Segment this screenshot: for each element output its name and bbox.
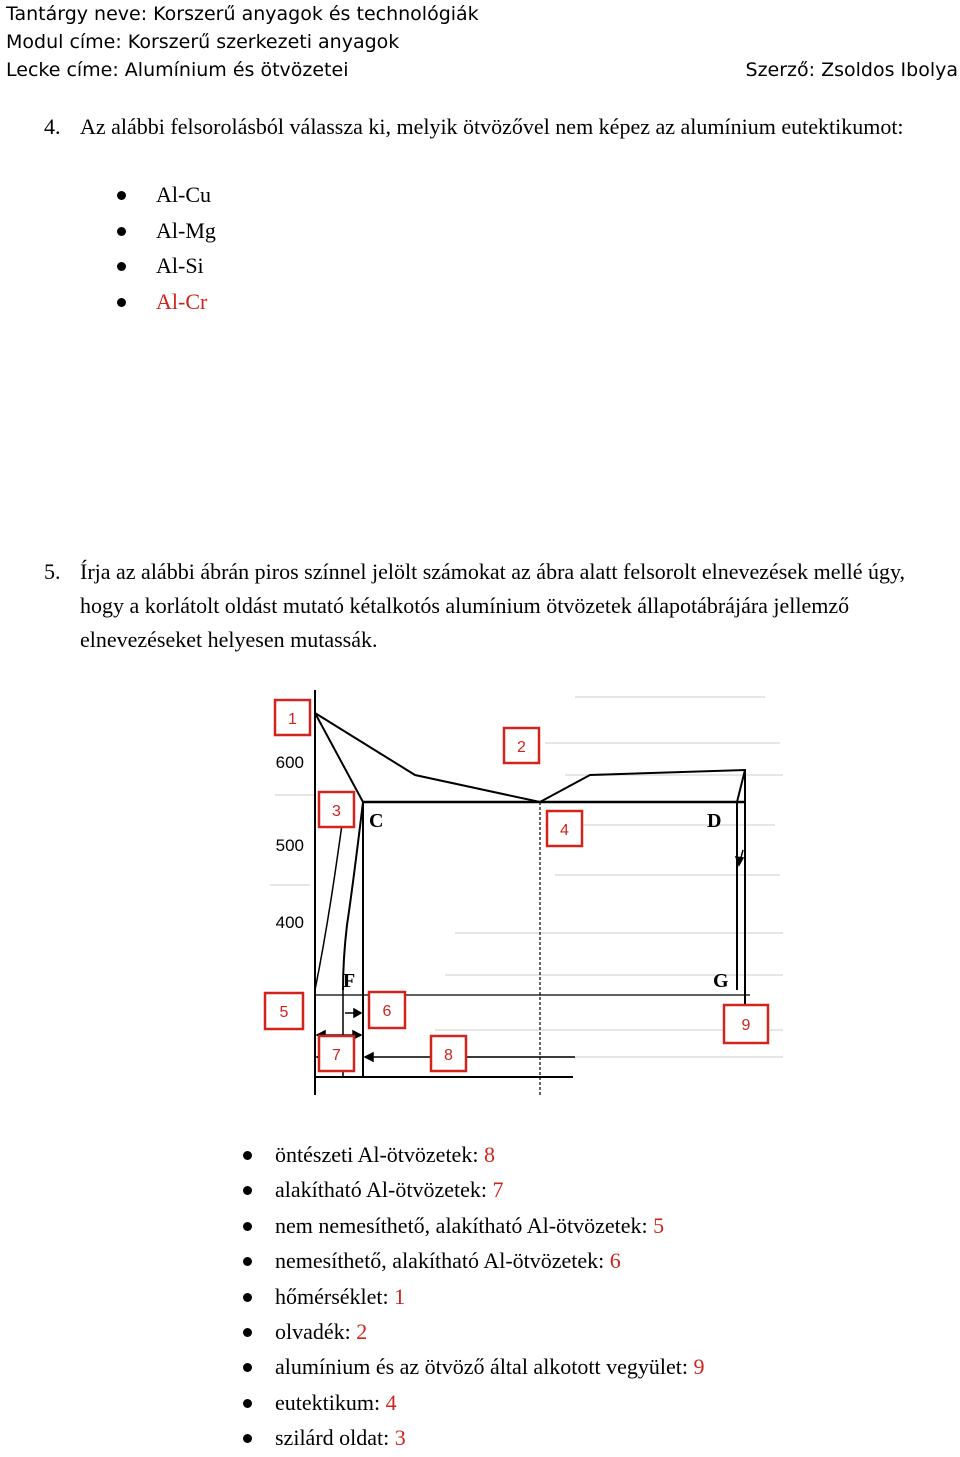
question-4-text: Az alábbi felsorolásból válassza ki, melyik ötvözővel nem képez az alumínium eutektikumot: <box>80 114 904 139</box>
answer-label: alumínium és az ötvöző által alkotott vegyület: <box>275 1354 694 1380</box>
solvus-curve <box>343 802 363 990</box>
answers-list <box>238 1138 705 1457</box>
answer-value: 6 <box>609 1248 621 1274</box>
answer-item <box>238 1386 705 1421</box>
author: Szerző: Zsoldos Ibolya <box>745 59 958 81</box>
phase-diagram <box>255 685 790 1100</box>
answer-label: alakítható Al-ötvözetek: <box>275 1177 493 1203</box>
answer-label: nemesíthető, alakítható Al-ötvözetek: <box>275 1248 610 1274</box>
module-title: Modul címe: Korszerű szerkezeti anyagok <box>6 31 400 53</box>
marker-9: 9 <box>741 1017 751 1034</box>
answer-item <box>238 1244 705 1279</box>
point-c-label: C <box>369 810 384 832</box>
lesson-title: Lecke címe: Alumínium és ötvözetei <box>6 59 349 81</box>
solidus-curve <box>315 803 345 990</box>
answer-item <box>238 1280 705 1315</box>
marker-2: 2 <box>517 739 526 756</box>
answer-value: 2 <box>356 1318 368 1344</box>
answer-label: olvadék: <box>275 1318 357 1344</box>
answer-label: eutektikum: <box>275 1389 386 1415</box>
y-tick-600: 600 <box>275 753 304 772</box>
question-5-number: 5. <box>44 559 61 584</box>
answer-item <box>238 1173 705 1208</box>
answer-label: nem nemesíthető, alakítható Al-ötvözetek: <box>275 1212 654 1238</box>
question-4-options <box>110 178 216 320</box>
marker-6: 6 <box>382 1003 392 1020</box>
answer-value: 1 <box>394 1283 406 1309</box>
answer-value: 4 <box>385 1389 397 1415</box>
answer-item <box>238 1421 705 1456</box>
point-g-label: G <box>713 970 729 992</box>
point-f-label: F <box>343 970 356 992</box>
answer-item <box>238 1350 705 1385</box>
y-tick-500: 500 <box>275 836 304 855</box>
marker-7: 7 <box>332 1047 341 1064</box>
marker-3: 3 <box>332 803 341 820</box>
answer-value: 8 <box>483 1142 495 1167</box>
option-al-cu: Al-Cu <box>110 178 216 214</box>
answer-item <box>238 1209 705 1244</box>
option-al-cr: Al-Cr <box>110 285 216 321</box>
answer-item <box>238 1138 705 1173</box>
option-al-si: Al-Si <box>110 249 216 285</box>
answer-label: szilárd oldat: <box>275 1425 395 1451</box>
answer-label: öntészeti Al-ötvözetek: <box>275 1142 484 1167</box>
option-al-mg: Al-Mg <box>110 214 216 250</box>
y-tick-400: 400 <box>275 913 304 932</box>
answer-value: 5 <box>653 1212 665 1238</box>
question-4-number: 4. <box>44 114 61 139</box>
subject-name: Tantárgy neve: Korszerű anyagok és technológiák <box>6 3 479 25</box>
answer-value: 3 <box>394 1425 406 1451</box>
marker-4: 4 <box>560 822 569 839</box>
answer-label: hőmérséklet: <box>275 1283 395 1309</box>
marker-5: 5 <box>279 1004 289 1021</box>
point-d-label: D <box>707 810 722 832</box>
marker-1: 1 <box>288 711 297 728</box>
marker-8: 8 <box>444 1047 453 1064</box>
question-5-text: Írja az alábbi ábrán piros színnel jelölt számokat az ábra alatt felsorolt elnevezések mellé úgy, hogy a korlátolt oldást mutató kétalkotós alumínium ötvözetek állapotábrájára jellemző elnevezéseket helyesen mutassák. <box>80 559 906 652</box>
answer-value: 9 <box>693 1354 705 1380</box>
answer-item <box>238 1315 705 1350</box>
answer-value: 7 <box>492 1177 504 1203</box>
